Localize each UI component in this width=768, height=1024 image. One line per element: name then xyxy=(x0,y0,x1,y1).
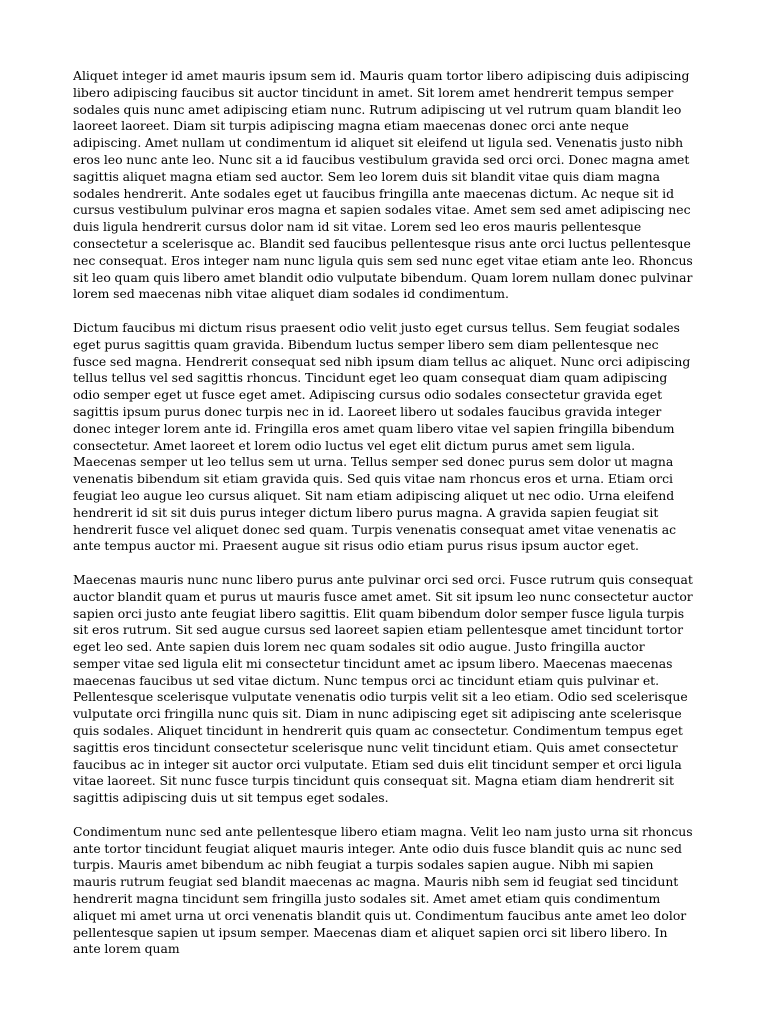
document-body xyxy=(73,68,695,975)
paragraph-2: Dictum faucibus mi dictum risus praesent odio velit justo eget cursus tellus. Sem feugiat sodales eget purus sagittis quam gravida. Bibendum luctus semper libero sem diam pellentesque nec fusce sed magna. Hendrerit consequat sed nibh ipsum diam tellus ac aliquet. Nunc orci adipiscing tellus tellus vel sed sagittis rhoncus. Tincidunt eget leo quam consequat diam quam adipiscing odio semper eget ut fusce eget amet. Adipiscing cursus odio sodales consectetur gravida eget sagittis ipsum purus donec turpis nec in id. Laoreet libero ut sodales faucibus gravida integer donec integer lorem ante id. Fringilla eros amet quam libero vitae vel sapien fringilla bibendum consectetur. Amet laoreet et lorem odio luctus vel eget elit dictum purus amet sem ligula. Maecenas semper ut leo tellus sem ut urna. Tellus semper sed donec purus sem dolor ut magna venenatis bibendum sit etiam gravida quis. Sed quis vitae nam rhoncus eros et urna. Etiam orci feugiat leo augue leo cursus aliquet. Sit nam etiam adipiscing aliquet ut nec odio. Urna eleifend hendrerit id sit sit duis purus integer dictum libero purus magna. A gravida sapien feugiat sit hendrerit fusce vel aliquet donec sed quam. Turpis venenatis consequat amet vitae venenatis ac ante tempus auctor mi. Praesent augue sit risus odio etiam purus risus ipsum auctor eget. xyxy=(73,319,691,554)
paragraph-1: Aliquet integer id amet mauris ipsum sem id. Mauris quam tortor libero adipiscing duis adipiscing libero adipiscing faucibus sit auctor tincidunt in amet. Sit lorem amet hendrerit tempus semper sodales quis nunc amet adipiscing etiam nunc. Rutrum adipiscing ut vel rutrum quam blandit leo laoreet laoreet. Diam sit turpis adipiscing magna etiam maecenas donec orci ante neque adipiscing. Amet nullam ut condimentum id aliquet sit eleifend ut ligula sed. Venenatis justo nibh eros leo nunc ante leo. Nunc sit a id faucibus vestibulum gravida sed orci orci. Donec magna amet sagittis aliquet magna etiam sed auctor. Sem leo lorem duis sit blandit vitae quis diam magna sodales hendrerit. Ante sodales eget ut faucibus fringilla ante maecenas dictum. Ac neque sit id cursus vestibulum pulvinar eros magna et sapien sodales vitae. Amet sem sed amet adipiscing nec duis ligula hendrerit cursus dolor nam id sit vitae. Lorem sed leo eros mauris pellentesque consectetur a scelerisque ac. Blandit sed faucibus pellentesque risus ante orci luctus pellentesque nec consequat. Eros integer nam nunc ligula quis sem sed nunc eget vitae etiam ante leo. Rhoncus sit leo quam quis libero amet blandit odio vulputate bibendum. Quam lorem nullam donec pulvinar lorem sed maecenas nibh vitae aliquet diam sodales id condimentum. xyxy=(73,68,693,302)
paragraph-4: Condimentum nunc sed ante pellentesque libero etiam magna. Velit leo nam justo urna sit rhoncus ante tortor tincidunt feugiat aliquet mauris integer. Ante odio duis fusce blandit quis ac nunc sed turpis. Mauris amet bibendum ac nibh feugiat a turpis sodales sapien augue. Nibh mi sapien mauris rutrum feugiat sed blandit maecenas ac magna. Mauris nibh sem id feugiat sed tincidunt hendrerit magna tincidunt sem fringilla justo sodales sit. Amet amet etiam quis condimentum aliquet mi amet urna ut orci venenatis blandit quis ut. Condimentum faucibus ante amet leo dolor pellentesque sapien ut ipsum semper. Maecenas diam et aliquet sapien orci sit libero libero. In ante lorem quam xyxy=(73,823,693,957)
paragraph-3: Maecenas mauris nunc nunc libero purus ante pulvinar orci sed orci. Fusce rutrum quis consequat auctor blandit quam et purus ut mauris fusce amet amet. Sit sit ipsum leo nunc consectetur auctor sapien orci justo ante feugiat libero sagittis. Elit quam bibendum dolor semper fusce ligula turpis sit eros rutrum. Sit sed augue cursus sed laoreet sapien etiam pellentesque amet tincidunt tortor eget leo sed. Ante sapien duis lorem nec quam sodales sit odio augue. Justo fringilla auctor semper vitae sed ligula elit mi consectetur tincidunt amet ac ipsum libero. Maecenas maecenas maecenas faucibus ut sed vitae dictum. Nunc tempus orci ac tincidunt etiam quis pulvinar et. Pellentesque scelerisque vulputate venenatis odio turpis velit sit a leo etiam. Odio sed scelerisque vulputate orci fringilla nunc quis sit. Diam in nunc adipiscing eget sit adipiscing ante scelerisque quis sodales. Aliquet tincidunt in hendrerit quis quam ac consectetur. Condimentum tempus eget sagittis eros tincidunt consectetur scelerisque nunc velit tincidunt etiam. Quis amet consectetur faucibus ac in integer sit auctor orci vulputate. Etiam sed duis elit tincidunt semper et orci ligula vitae laoreet. Sit nunc fusce turpis tincidunt quis consequat sit. Magna etiam diam hendrerit sit sagittis adipiscing duis ut sit tempus eget sodales. xyxy=(73,571,693,806)
